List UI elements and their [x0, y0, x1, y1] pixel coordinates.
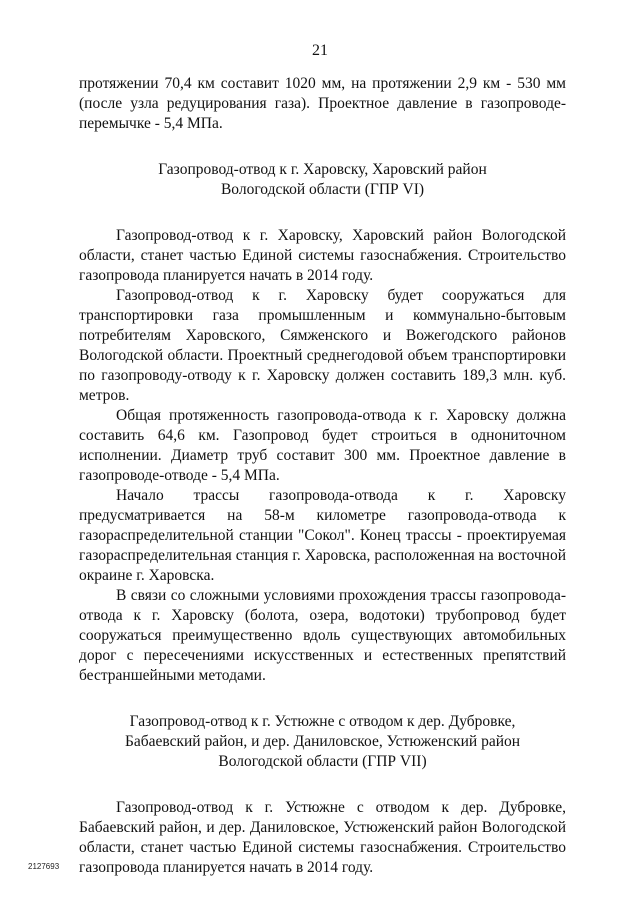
- section-heading-line: Газопровод-отвод к г. Устюжне с отводом к дер. Дубровке,: [129, 713, 516, 730]
- document-id: 2127693: [28, 862, 60, 871]
- section-heading-line: Вологодской области (ГПР VI): [220, 181, 425, 198]
- body-paragraph: Газопровод-отвод к г. Харовску будет сооружаться для транспортировки газа промышленным и коммунально-бытовым потребителям Харовского, Сямженского и Вожегодского районов Вологодской области. Проектный среднегодовой объем транспортировки по газопроводу-отводу к г. Харовску должен составить 189,3 млн. куб. метров.: [79, 287, 566, 404]
- page-number: 21: [312, 42, 328, 59]
- body-paragraph: Начало трассы газопровода-отвода к г. Харовску предусматривается на 58-м километре газопровода-отвода к газораспределительной станции "Сокол". Конец трассы - проектируемая газораспределительная станция г. Харовска, расположенная на восточной окраине г. Харовска.: [79, 487, 566, 584]
- section-heading-line: Вологодской области (ГПР VII): [218, 753, 427, 770]
- body-paragraph: Общая протяженность газопровода-отвода к г. Харовску должна составить 64,6 км. Газопровод будет строиться в однониточном исполнении. Диаметр труб составит 300 мм. Проектное давление в газопроводе-отводе - 5,4 МПа.: [79, 407, 566, 484]
- section-heading-harovsk: [79, 160, 566, 200]
- document-body: [79, 74, 566, 878]
- section-heading-line: Газопровод-отвод к г. Харовску, Харовский район: [158, 161, 487, 178]
- body-paragraph: В связи со сложными условиями прохождения трассы газопровода-отвода к г. Харовску (болота, озера, водотоки) трубопровод будет сооружаться преимущественно вдоль существующих автомобильных дорог с пересечениями искусственных и естественных препятствий бестраншейными методами.: [79, 587, 566, 684]
- body-paragraph: Газопровод-отвод к г. Харовску, Харовский район Вологодской области, станет частью Единой системы газоснабжения. Строительство газопровода планируется начать в 2014 году.: [79, 227, 566, 284]
- section-heading-line: Бабаевский район, и дер. Даниловское, Устюженский район: [124, 733, 521, 750]
- body-paragraph: Газопровод-отвод к г. Устюжне с отводом к дер. Дубровке, Бабаевский район, и дер. Даниловское, Устюженский район Вологодской области, станет частью Единой системы газоснабжения. Строительство газопровода планируется начать в 2014 году.: [79, 799, 566, 876]
- continuation-paragraph: протяжении 70,4 км составит 1020 мм, на протяжении 2,9 км - 530 мм (после узла редуцирования газа). Проектное давление в газопроводе-перемычке - 5,4 МПа.: [79, 75, 566, 132]
- section-heading-ustyuzhna: [79, 712, 566, 772]
